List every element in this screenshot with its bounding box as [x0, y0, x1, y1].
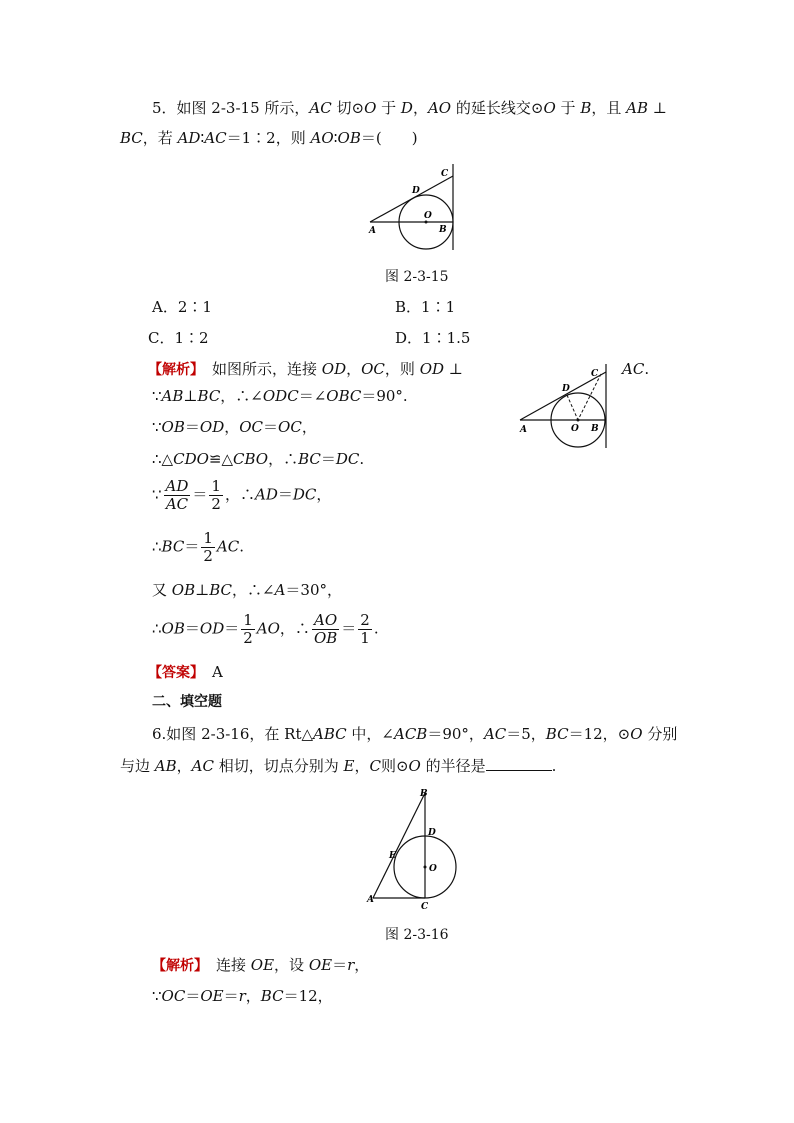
label-e: E [389, 851, 396, 861]
label-d: D [412, 186, 420, 196]
q5-line2: BC，若 AD∶AC＝1∶2，则 AO∶OB＝( ) [120, 129, 418, 147]
label-a: A [367, 895, 374, 905]
fraction-ao-ob: $\frac{AO}{OB}$ [313, 611, 338, 647]
option-b: B．1∶1 [395, 298, 456, 316]
sol5-line7: 又 OB⊥BC，∴∠A＝30°， [152, 581, 343, 599]
fraction-1-2: $\frac{1}{2}$ [243, 611, 253, 647]
label-a: A [520, 425, 527, 435]
label-c: C [591, 369, 599, 379]
answer-blank[interactable] [486, 756, 552, 771]
dashed-od [567, 395, 578, 420]
sol5-line5: ∵ $\frac{AD}{AC}$ ＝ $\frac{1}{2}$ ，∴AD＝DC， [152, 477, 332, 513]
center-o [577, 419, 580, 422]
label-a: A [369, 226, 376, 236]
analysis-tag: 【解析】 [148, 362, 197, 378]
q6-line1: 6.如图 2-3-16，在 Rt△ABC 中，∠ACB＝90°，AC＝5，BC＝12，⊙O 分别 [152, 725, 678, 743]
label-b: B [591, 424, 599, 434]
sol5-line1-end: AC. [622, 360, 650, 378]
q6-line2: 与边 AB，AC 相切，切点分别为 E，C则⊙O 的半径是 . [120, 757, 557, 775]
figure-2-3-16 [362, 785, 462, 915]
figure-caption-2-3-15: 图 2-3-15 [385, 269, 449, 285]
sol5-line4: ∴△CDO≌△CBO，∴BC＝DC. [152, 450, 365, 468]
figure-2-3-15 [360, 160, 470, 255]
sol6-line2: ∵OC＝OE＝r，BC＝12， [152, 987, 333, 1005]
answer-tag: 【答案】 [148, 665, 197, 681]
option-c: C．1∶2 [148, 329, 209, 347]
fraction-2-1: $\frac{2}{1}$ [360, 611, 370, 647]
label-d: D [562, 384, 570, 394]
figure-solution-5 [515, 362, 625, 452]
sol6-line1: 【解析】 连接 OE，设 OE＝r， [152, 956, 370, 974]
label-b: B [420, 789, 428, 799]
sol5-line2: ∵AB⊥BC，∴∠ODC＝∠OBC＝90°. [152, 387, 408, 405]
side-ab [373, 793, 425, 898]
section-heading: 二、填空题 [152, 694, 222, 710]
answer-line-5: 【答案】 A [148, 663, 223, 681]
sol5-line8: ∴OB＝OD＝ $\frac{1}{2}$ AO，∴ $\frac{AO}{OB}$ ＝ $\frac{2}{1}$ . [152, 611, 379, 647]
tangent-line-ac [520, 372, 606, 420]
q5-line1: 5．如图 2-3-15 所示，AC 切⊙O 于 D，AO 的延长线交⊙O 于 B，且 AB ⊥ [152, 99, 667, 117]
fraction-1-2: $\frac{1}{2}$ [211, 477, 221, 513]
analysis-tag: 【解析】 [152, 958, 201, 974]
option-d: D．1∶1.5 [395, 329, 471, 347]
label-c: C [441, 169, 449, 179]
label-b: B [439, 225, 447, 235]
label-d: D [428, 828, 436, 838]
label-o: O [571, 424, 579, 434]
fraction-ad-ac: $\frac{AD}{AC}$ [165, 477, 189, 513]
sol5-line6: ∴BC＝ $\frac{1}{2}$ AC. [152, 529, 244, 565]
sol5-line1: 【解析】 如图所示，连接 OD，OC，则 OD ⊥ [148, 360, 463, 378]
label-o: O [429, 864, 437, 874]
label-c: C [421, 902, 429, 912]
label-o: O [424, 211, 432, 221]
figure-caption-2-3-16: 图 2-3-16 [385, 927, 449, 943]
fraction-1-2: $\frac{1}{2}$ [203, 529, 213, 565]
center-o [424, 866, 427, 869]
option-a: A．2∶1 [152, 298, 212, 316]
sol5-line3: ∵OB＝OD，OC＝OC， [152, 418, 317, 436]
